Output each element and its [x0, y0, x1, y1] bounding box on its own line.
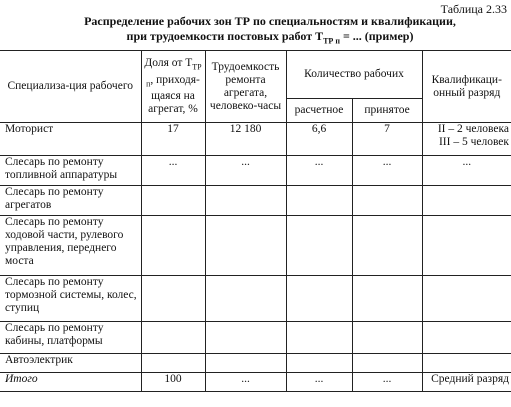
cell-qual: II – 2 человека III – 5 человек: [422, 123, 511, 156]
cell-spec: Автоэлектрик: [0, 354, 141, 373]
table-row: [0, 186, 511, 216]
header-worker-count: Количество рабочих: [286, 51, 422, 99]
cell-share: 17: [141, 123, 205, 156]
title-line-1: Распределение рабочих зон ТР по специальностям и квалификации,: [84, 14, 456, 28]
title-line-2: при трудоемкости постовых работ $Т_{ТР п}$ = ... (пример): [126, 29, 414, 46]
total-calc: ...: [286, 373, 352, 392]
table-row: [0, 216, 511, 276]
cell-spec: Слесарь по ремонту кабины, платформы: [0, 322, 141, 354]
cell-spec: Моторист: [0, 123, 141, 156]
cell-spec: Слесарь по ремонту ходовой части, рулевого управления, переднего моста: [0, 216, 141, 276]
cell-calc: ...: [286, 156, 352, 186]
cell-labor: 12 180: [205, 123, 286, 156]
header-accepted: принятое: [352, 99, 422, 123]
table-row: [0, 156, 511, 186]
cell-spec: Слесарь по ремонту топливной аппаратуры: [0, 156, 141, 186]
cell-share: ...: [141, 156, 205, 186]
total-row: [0, 373, 511, 392]
total-acc: ...: [352, 373, 422, 392]
cell-spec: Слесарь по ремонту тормозной системы, колес, ступиц: [0, 276, 141, 322]
cell-calc: 6,6: [286, 123, 352, 156]
table-row: [0, 276, 511, 322]
table-row: [0, 123, 511, 156]
cell-labor: ...: [205, 156, 286, 186]
table-title: [60, 14, 480, 48]
table-number: Таблица 2.33: [440, 2, 507, 16]
header-share: Доля от $Т_{ТР п}$, приходя-щаяся на агрегат, %: [141, 51, 205, 123]
table-row: [0, 354, 511, 373]
header-specialization: Специализа-ция рабочего: [0, 51, 141, 123]
header-calculated: расчетное: [286, 99, 352, 123]
cell-acc: ...: [352, 156, 422, 186]
header-labor: Трудоемкость ремонта агрегата, человеко-часы: [205, 51, 286, 123]
header-qualification: Квалификаци-онный разряд: [422, 51, 511, 123]
cell-spec: Слесарь по ремонту агрегатов: [0, 186, 141, 216]
cell-acc: 7: [352, 123, 422, 156]
total-labor: ...: [205, 373, 286, 392]
table-row: [0, 322, 511, 354]
workers-distribution-table: [0, 50, 511, 392]
total-label: Итого: [0, 373, 141, 392]
total-share: 100: [141, 373, 205, 392]
total-qual: Средний разряд: [422, 373, 511, 392]
cell-qual: ...: [422, 156, 511, 186]
